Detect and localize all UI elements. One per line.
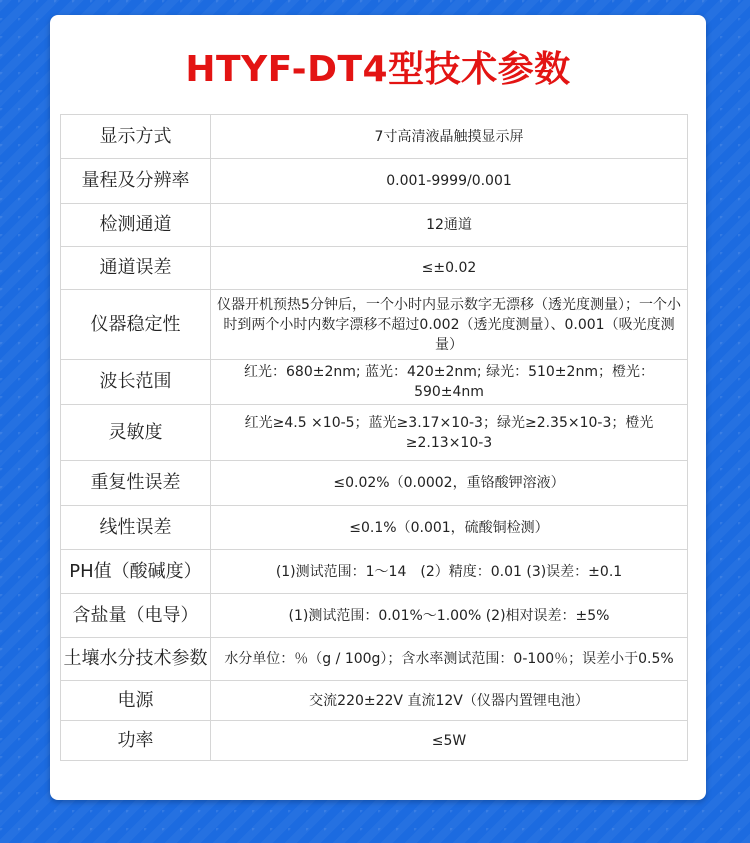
spec-value-sensitivity: 红光≥4.5 ×10-5；蓝光≥3.17×10-3；绿光≥2.35×10-3；橙光≥2.13×10-3	[211, 405, 688, 461]
spec-value-repeatability: ≤0.02%（0.0002，重铬酸钾溶液）	[211, 461, 688, 506]
table-row	[61, 638, 688, 681]
spec-label-sensitivity: 灵敏度	[61, 405, 211, 461]
spec-label-power: 功率	[61, 721, 211, 761]
spec-label-repeatability: 重复性误差	[61, 461, 211, 506]
table-row	[61, 506, 688, 550]
spec-value-soil-moisture: 水分单位：％（g / 100g）；含水率测试范围：0-100％；误差小于0.5%	[211, 638, 688, 681]
table-row	[61, 247, 688, 290]
spec-label-stability: 仪器稳定性	[61, 290, 211, 360]
spec-value-salinity: (1)测试范围：0.01%～1.00% (2)相对误差：±5%	[211, 594, 688, 638]
table-row	[61, 115, 688, 159]
table-row	[61, 360, 688, 405]
spec-value-wavelength: 红光：680±2nm; 蓝光：420±2nm; 绿光：510±2nm；橙光：590±4nm	[211, 360, 688, 405]
spec-label-ph: PH值（酸碱度）	[61, 550, 211, 594]
table-row	[61, 461, 688, 506]
spec-card	[50, 15, 706, 800]
spec-label-display-mode: 显示方式	[61, 115, 211, 159]
table-row	[61, 204, 688, 247]
spec-value-range-resolution: 0.001-9999/0.001	[211, 159, 688, 204]
table-row	[61, 681, 688, 721]
spec-value-power-supply: 交流220±22V 直流12V（仪器内置锂电池）	[211, 681, 688, 721]
spec-table	[60, 114, 688, 761]
spec-label-soil-moisture: 土壤水分技术参数	[61, 638, 211, 681]
table-row	[61, 721, 688, 761]
table-row	[61, 290, 688, 360]
table-row	[61, 405, 688, 461]
spec-value-channels: 12通道	[211, 204, 688, 247]
table-row	[61, 594, 688, 638]
spec-label-range-resolution: 量程及分辨率	[61, 159, 211, 204]
spec-value-ph: (1)测试范围：1～14 (2）精度：0.01 (3)误差：±0.1	[211, 550, 688, 594]
spec-label-salinity: 含盐量（电导）	[61, 594, 211, 638]
spec-value-channel-error: ≤±0.02	[211, 247, 688, 290]
spec-value-display-mode: 7寸高清液晶触摸显示屏	[211, 115, 688, 159]
spec-value-power: ≤5W	[211, 721, 688, 761]
spec-label-power-supply: 电源	[61, 681, 211, 721]
table-row	[61, 159, 688, 204]
table-row	[61, 550, 688, 594]
spec-label-channel-error: 通道误差	[61, 247, 211, 290]
spec-label-channels: 检测通道	[61, 204, 211, 247]
page-title: HTYF-DT4型技术参数	[185, 49, 571, 90]
spec-value-linearity: ≤0.1%（0.001，硫酸铜检测）	[211, 506, 688, 550]
spec-label-linearity: 线性误差	[61, 506, 211, 550]
spec-label-wavelength: 波长范围	[61, 360, 211, 405]
spec-value-stability: 仪器开机预热5分钟后，一个小时内显示数字无漂移（透光度测量）；一个小时到两个小时内数字漂移不超过0.002（透光度测量）、0.001（吸光度测量）	[211, 290, 688, 360]
